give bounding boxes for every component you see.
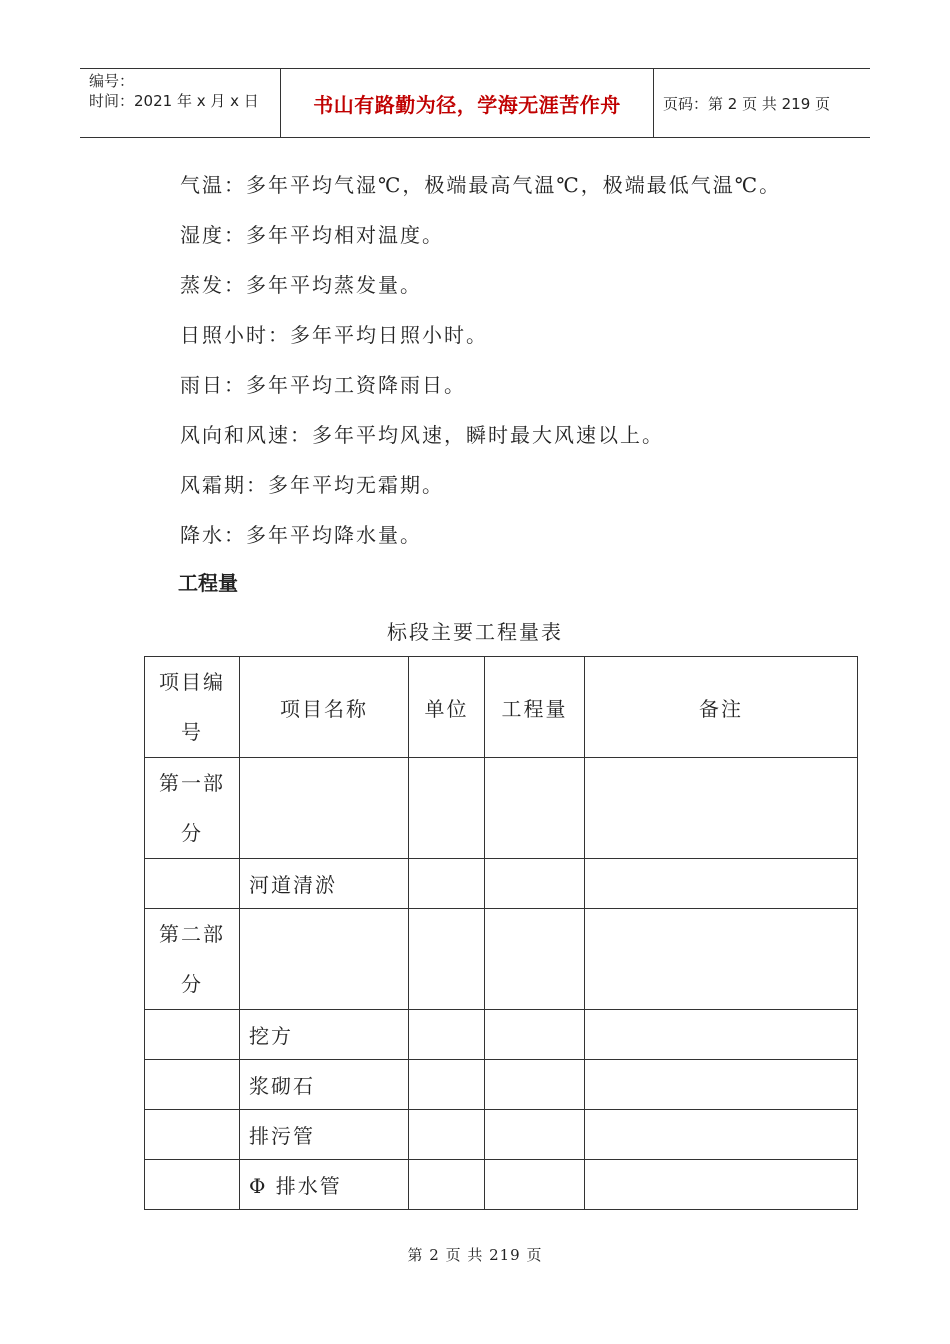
cell-quantity (485, 1110, 585, 1160)
cell-unit (409, 1110, 485, 1160)
cell-unit (409, 909, 485, 1010)
header-code: 项目编号 (145, 657, 240, 758)
cell-unit (409, 1010, 485, 1060)
header-note: 备注 (585, 657, 858, 758)
cell-note (585, 758, 858, 859)
cell-name (240, 909, 409, 1010)
cell-quantity (485, 758, 585, 859)
cell-code (145, 1010, 240, 1060)
paragraph-sunshine: 日照小时：多年平均日照小时。 (180, 323, 488, 347)
cell-code: 第二部分 (145, 909, 240, 1010)
cell-note (585, 1060, 858, 1110)
cell-quantity (485, 859, 585, 909)
cell-name: 排污管 (240, 1110, 409, 1160)
table-header-row (145, 657, 858, 758)
paragraph-wind: 风向和风速：多年平均风速，瞬时最大风速以上。 (180, 423, 664, 447)
cell-note (585, 1110, 858, 1160)
cell-code (145, 1160, 240, 1210)
cell-quantity (485, 1060, 585, 1110)
cell-name (240, 758, 409, 859)
header-quantity: 工程量 (485, 657, 585, 758)
cell-code: 第一部分 (145, 758, 240, 859)
cell-note (585, 1010, 858, 1060)
quantities-table (144, 656, 858, 1210)
cell-unit (409, 859, 485, 909)
cell-name: Φ 排水管 (240, 1160, 409, 1210)
cell-note (585, 859, 858, 909)
table-row (145, 1160, 858, 1210)
cell-name: 浆砌石 (240, 1060, 409, 1110)
cell-code (145, 1110, 240, 1160)
paragraph-frost: 风霜期：多年平均无霜期。 (180, 473, 444, 497)
table-row (145, 909, 858, 1010)
paragraph-precipitation: 降水：多年平均降水量。 (180, 523, 422, 547)
cell-quantity (485, 909, 585, 1010)
table-caption: 标段主要工程量表 (387, 620, 563, 644)
document-number-label: 编号： (89, 72, 135, 90)
header-motto: 书山有路勤为径，学海无涯苦作舟 (281, 69, 654, 137)
header-name: 项目名称 (240, 657, 409, 758)
cell-quantity (485, 1160, 585, 1210)
cell-note (585, 1160, 858, 1210)
document-date: 时间：2021 年 x 月 x 日 (89, 92, 259, 110)
page-header (80, 68, 870, 138)
table-row (145, 758, 858, 859)
cell-unit (409, 1160, 485, 1210)
table-row (145, 1010, 858, 1060)
cell-code (145, 859, 240, 909)
paragraph-evaporation: 蒸发：多年平均蒸发量。 (180, 273, 422, 297)
cell-quantity (485, 1010, 585, 1060)
section-title: 工程量 (178, 571, 238, 595)
cell-unit (409, 758, 485, 859)
header-page-info: 页码：第 2 页 共 219 页 (663, 94, 831, 113)
page-footer: 第 2 页 共 219 页 (407, 1246, 543, 1264)
cell-name: 河道清淤 (240, 859, 409, 909)
cell-name: 挖方 (240, 1010, 409, 1060)
table-row (145, 1110, 858, 1160)
table-row (145, 1060, 858, 1110)
climate-section (180, 166, 781, 566)
paragraph-humidity: 湿度：多年平均相对温度。 (180, 223, 444, 247)
cell-unit (409, 1060, 485, 1110)
cell-note (585, 909, 858, 1010)
header-meta (80, 69, 281, 137)
paragraph-temperature: 气温：多年平均气湿℃，极端最高气温℃，极端最低气温℃。 (180, 173, 782, 197)
header-unit: 单位 (409, 657, 485, 758)
paragraph-rain-days: 雨日：多年平均工资降雨日。 (180, 373, 466, 397)
table-row (145, 859, 858, 909)
cell-code (145, 1060, 240, 1110)
